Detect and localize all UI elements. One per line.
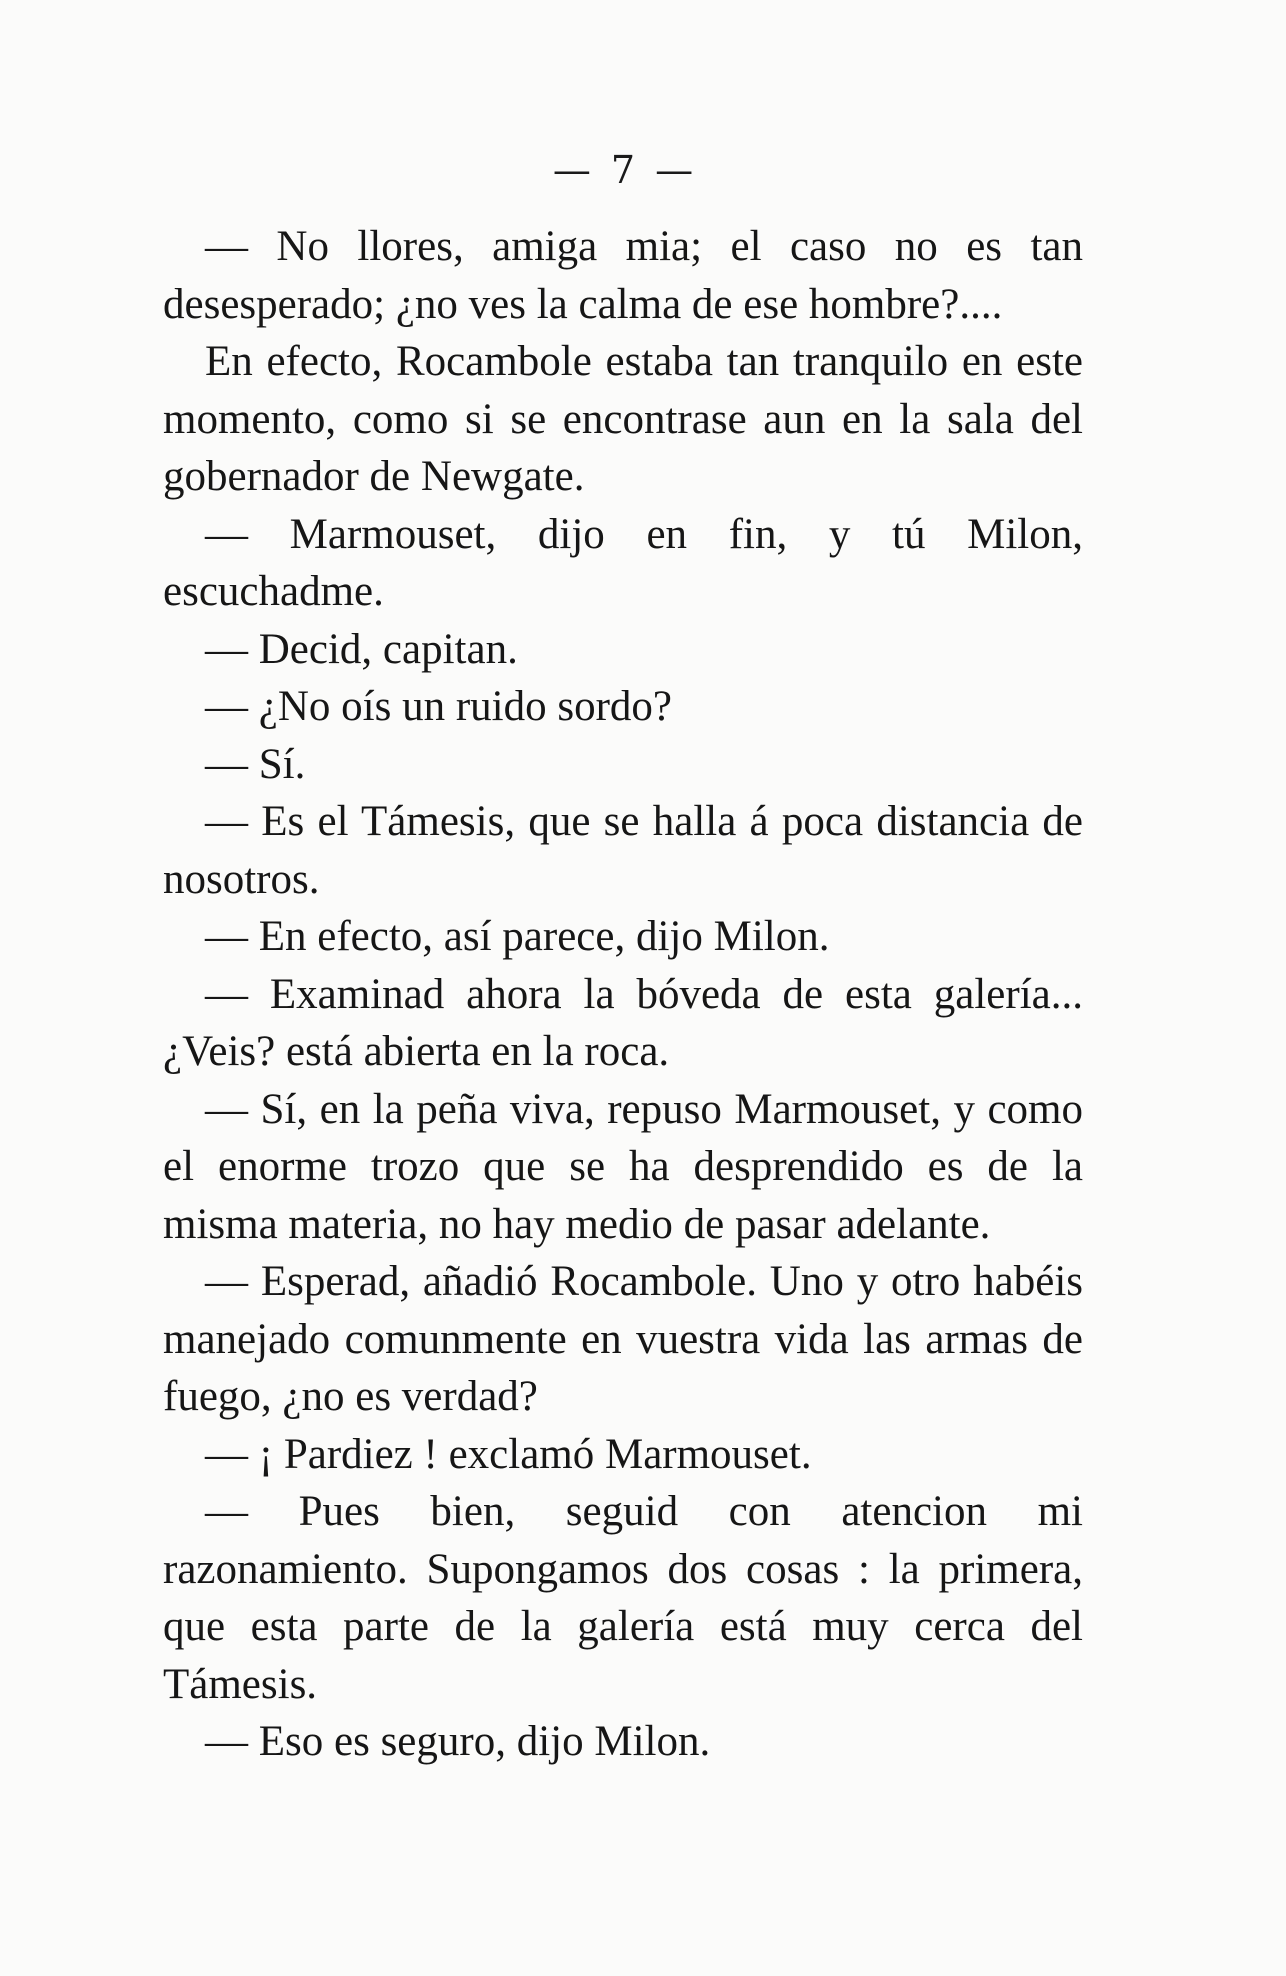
paragraph: — Pues bien, seguid con atencion mi razonamiento. Supongamos dos cosas : la primera, que esta parte de la galería está muy cerca del Támesis.: [163, 1488, 1083, 1708]
paragraph: — No llores, amiga mia; el caso no es tan desesperado; ¿no ves la calma de ese hombre?....: [163, 223, 1083, 328]
paragraph: — Es el Támesis, que se halla á poca distancia de nosotros.: [163, 798, 1083, 903]
paragraph: — Decid, capitan.: [205, 625, 518, 673]
paragraph: — Marmouset, dijo en fin, y tú Milon, escuchadme.: [163, 510, 1083, 615]
paragraph: — Esperad, añadió Rocambole. Uno y otro habéis manejado comunmente en vuestra vida las armas de fuego, ¿no es verdad?: [163, 1258, 1083, 1420]
paragraph: — Eso es seguro, dijo Milon.: [205, 1718, 711, 1765]
body-text: [163, 218, 1083, 1771]
paragraph: — En efecto, así parece, dijo Milon.: [205, 913, 830, 960]
paragraph: En efecto, Rocambole estaba tan tranquilo en este momento, como si se encontrase aun en la sala del gobernador de Newgate.: [163, 338, 1083, 500]
paragraph: — Sí.: [205, 740, 306, 788]
paragraph: — Sí, en la peña viva, repuso Marmouset, y como el enorme trozo que se ha desprendido es de la misma materia, no hay medio de pasar adelante.: [163, 1085, 1083, 1248]
page-number: — 7 —: [552, 148, 698, 192]
paragraph: — ¡ Pardiez ! exclamó Marmouset.: [205, 1430, 812, 1478]
paragraph: — ¿No oís un ruido sordo?: [205, 683, 672, 730]
paragraph: — Examinad ahora la bóveda de esta galería... ¿Veis? está abierta en la roca.: [163, 970, 1083, 1075]
